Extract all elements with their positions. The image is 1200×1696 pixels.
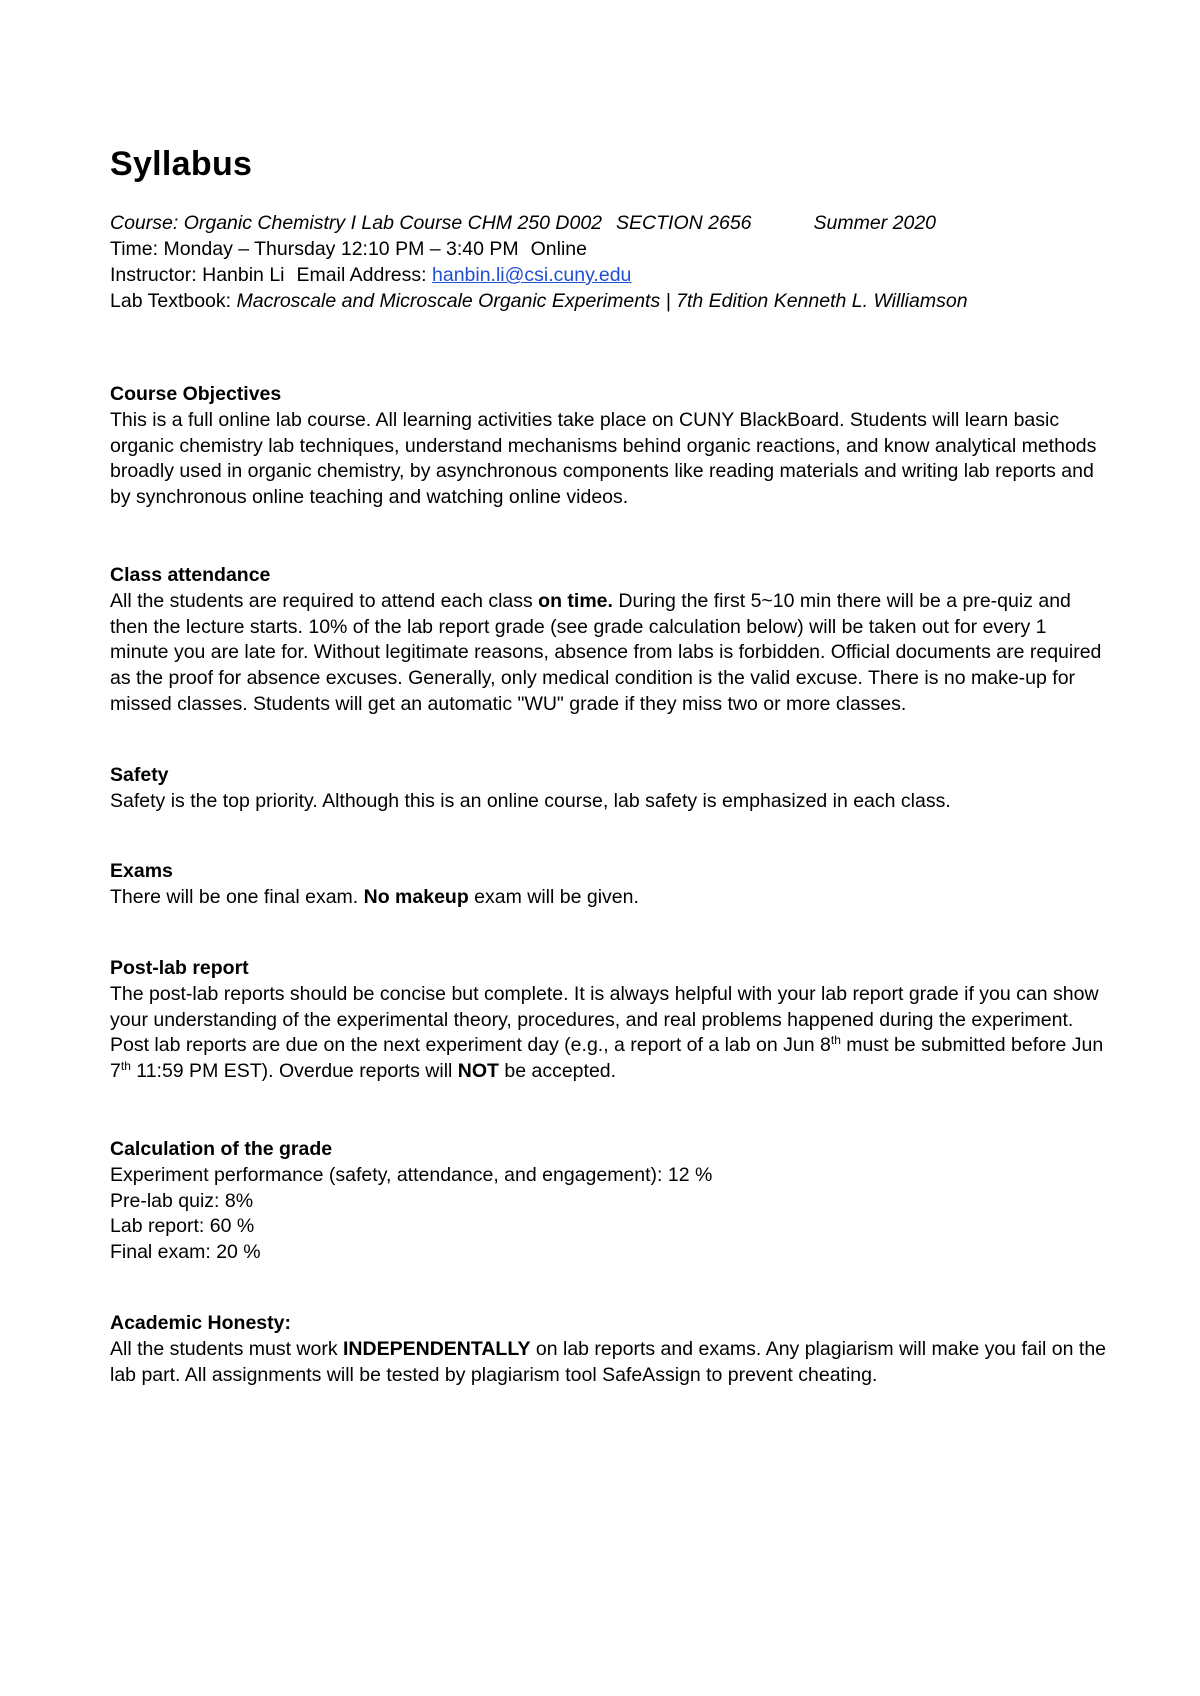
body-text: All the students must work (110, 1337, 344, 1360)
textbook-label: Lab Textbook: (110, 290, 237, 312)
section-heading: Class attendance (110, 563, 271, 586)
instructor-name: Instructor: Hanbin Li (110, 264, 285, 286)
section-heading: Course Objectives (110, 383, 282, 405)
body-emphasis: No makeup (363, 886, 469, 909)
section-heading: Calculation of the grade (110, 1137, 333, 1160)
course-section: SECTION 2656 (616, 212, 752, 234)
body-emphasis: NOT (457, 1060, 499, 1083)
body-text: exam will be given. (468, 886, 639, 909)
section-heading: Post-lab report (110, 956, 249, 979)
body-text: The post-lab reports should be concise but complete. It is always helpful with your lab report grade if you can show your understanding of the experimental theory, procedures, and real problems happened during the experiment. Post lab reports are due on the next experiment day (e.g., a report of a lab on Jun 8 (110, 982, 1099, 1057)
time-line (110, 236, 1110, 262)
email-label: Email Address: (296, 264, 432, 286)
body-text: be accepted. (498, 1060, 617, 1083)
section-class-attendance (110, 563, 1110, 718)
course-name: Course: Organic Chemistry I Lab Course CHM 250 D002 (110, 212, 603, 234)
body-text: During the first 5~10 min there will be a pre-quiz and then the lecture starts. 10% of the lab report grade (see grade calculation below) will be taken out for every 1 minute you are late for. Without legitimate reasons, absence from labs is forbidden. Official documents are required as the proof for absence excuses. Generally, only medical condition is the valid excuse. There is no make-up for missed classes. Students will get an automatic "WU" grade if they miss two or more classes. (110, 589, 1102, 715)
section-body: This is a full online lab course. All learning activities take place on CUNY BlackBoard. Students will learn basic organic chemistry lab techniques, understand mechanisms behind organic reactions, and know analytical methods broadly used in organic chemistry, by asynchronous components like reading materials and writing lab reports and by synchronous online teaching and watching online videos. (110, 408, 1097, 509)
section-heading: Academic Honesty: (110, 1311, 291, 1334)
grade-item: Experiment performance (safety, attendance, and engagement): 12 % (110, 1163, 713, 1186)
section-body (110, 1337, 1110, 1389)
body-text: There will be one final exam. (110, 886, 364, 909)
section-course-objectives (110, 382, 1110, 511)
course-mode: Online (530, 238, 587, 260)
section-body (110, 589, 1110, 718)
section-exams (110, 859, 1110, 911)
course-term: Summer 2020 (813, 212, 937, 234)
body-text: All the students are required to attend each class (110, 589, 539, 612)
body-emphasis: INDEPENDENTALLY (343, 1337, 531, 1360)
body-emphasis: on time. (538, 589, 613, 612)
grade-item: Lab report: 60 % (110, 1215, 255, 1238)
grade-item: Final exam: 20 % (110, 1241, 261, 1264)
body-text: on lab reports and exams. Any plagiarism will make you fail on the lab part. All assignments will be tested by plagiarism tool SafeAssign to prevent cheating. (110, 1337, 1107, 1386)
textbook-title: Macroscale and Microscale Organic Experiments | 7th Edition Kenneth L. Williamson (236, 290, 968, 312)
course-line (110, 210, 1110, 236)
section-post-lab-report (110, 956, 1110, 1085)
section-academic-honesty (110, 1311, 1110, 1388)
section-safety (110, 763, 1110, 815)
section-grade-calculation (110, 1137, 1110, 1266)
superscript: th (830, 1033, 841, 1048)
instructor-line (110, 262, 1110, 288)
page-title: Syllabus (110, 145, 253, 183)
document-content (110, 140, 1110, 1388)
section-heading: Safety (110, 763, 169, 786)
body-text: 11:59 PM EST). Overdue reports will (130, 1060, 458, 1083)
textbook-line (110, 288, 1110, 314)
section-heading: Exams (110, 860, 173, 883)
superscript: th (120, 1059, 131, 1074)
section-body (110, 885, 1110, 911)
body-text: must be submitted before Jun 7 (110, 1034, 1104, 1083)
email-link[interactable]: hanbin.li@csi.cuny.edu (432, 264, 632, 286)
section-body: Safety is the top priority. Although this is an online course, lab safety is emphasized in each class. (110, 789, 951, 812)
course-time: Time: Monday – Thursday 12:10 PM – 3:40 PM (110, 238, 519, 260)
section-body (110, 982, 1110, 1085)
grade-item: Pre-lab quiz: 8% (110, 1189, 254, 1212)
course-info (110, 210, 1110, 314)
